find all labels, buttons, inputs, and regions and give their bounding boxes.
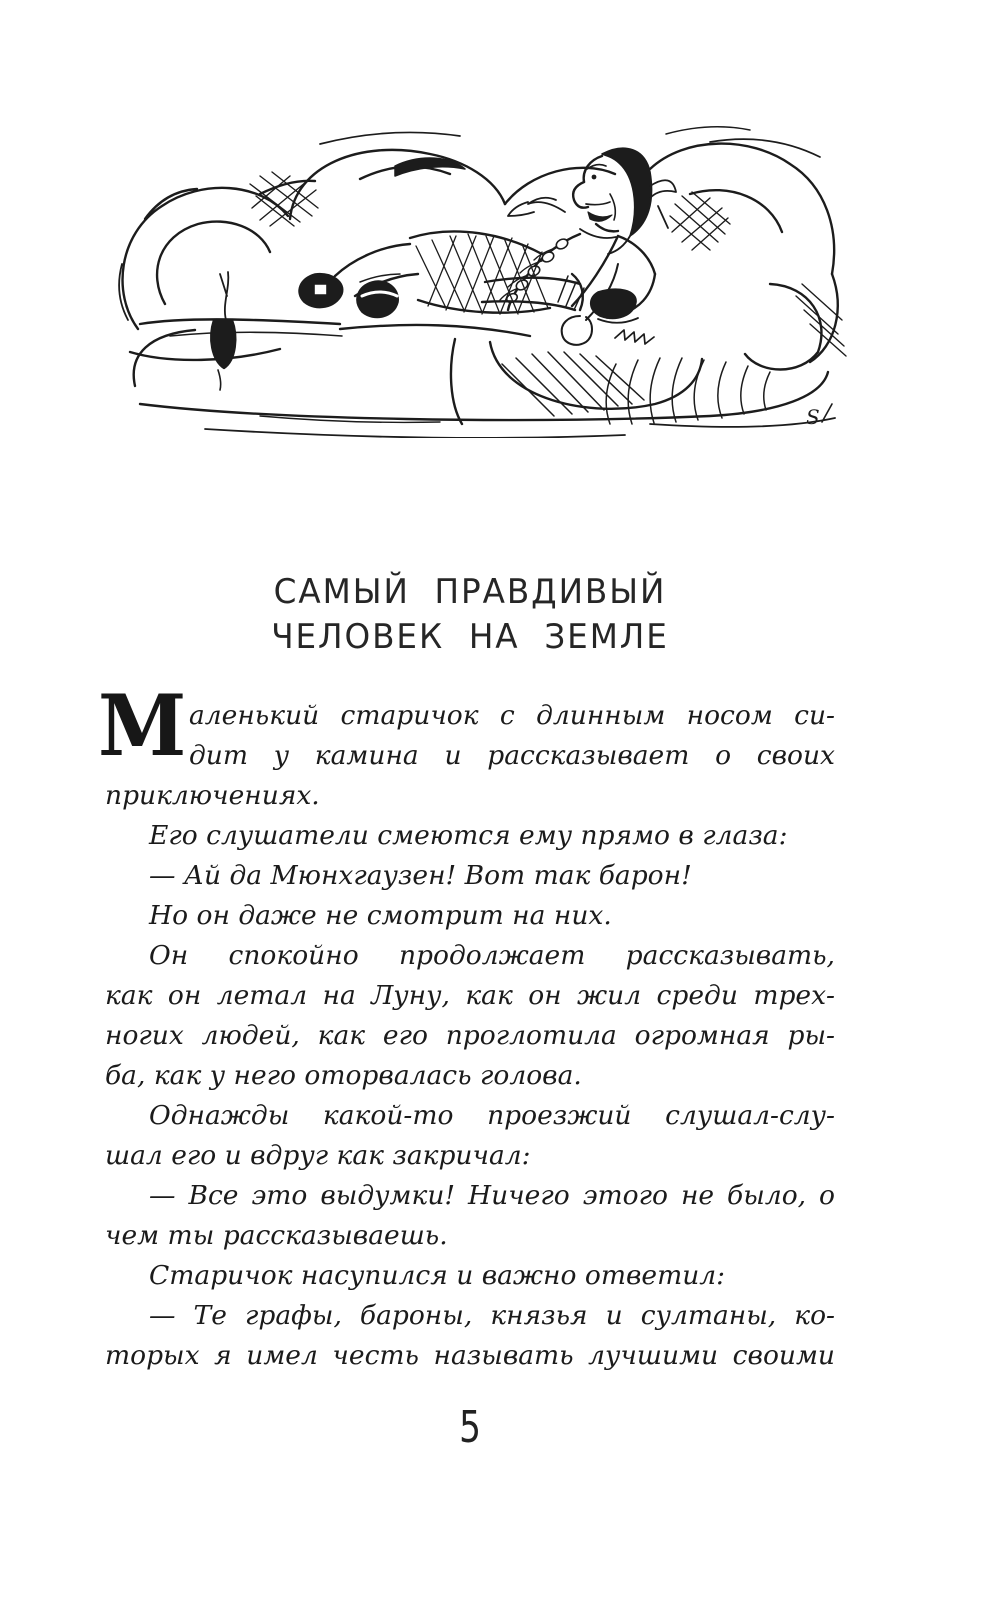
body-text bbox=[105, 696, 835, 1376]
body-line: — Все это выдумки! Ничего этого не было, о bbox=[149, 1180, 835, 1211]
chapter-title bbox=[120, 570, 821, 660]
page-number bbox=[105, 1402, 835, 1453]
body-line: приключениях. bbox=[105, 780, 320, 811]
chapter-title-line-1: САМЫЙ ПРАВДИВЫЙ bbox=[273, 572, 667, 612]
body-line: Его слушатели смеются ему прямо в глаза: bbox=[149, 820, 788, 851]
body-line: Но он даже не смотрит на них. bbox=[149, 900, 612, 931]
body-line: аленький старичок с длинным носом си- bbox=[189, 700, 835, 731]
body-line: чем ты рассказываешь. bbox=[105, 1220, 448, 1251]
chapter-title-line-2: ЧЕЛОВЕК НА ЗЕМЛЕ bbox=[271, 617, 669, 657]
body-line: ногих людей, как его проглотила огромная ры- bbox=[105, 1020, 835, 1051]
chapter-illustration bbox=[110, 124, 858, 438]
engraver-signature: S bbox=[806, 405, 820, 429]
body-line: ба, как у него оторвалась голова. bbox=[105, 1060, 582, 1091]
page-number-value: 5 bbox=[459, 1402, 481, 1453]
body-line: — Те графы, бароны, князья и султаны, ко- bbox=[149, 1300, 835, 1331]
body-line: — Ай да Мюнхгаузен! Вот так барон! bbox=[149, 860, 692, 891]
munchausen-on-pillows-drawing bbox=[110, 124, 858, 438]
body-line: Старичок насупился и важно ответил: bbox=[149, 1260, 726, 1291]
body-line: как он летал на Луну, как он жил среди трех- bbox=[105, 980, 835, 1011]
body-line: торых я имел честь называть лучшими своими bbox=[105, 1340, 835, 1371]
body-line: Он спокойно продолжает рассказывать, bbox=[149, 940, 835, 971]
drop-cap: М bbox=[98, 676, 187, 775]
body-line: шал его и вдруг как закричал: bbox=[105, 1140, 531, 1171]
body-line: Однажды какой-то проезжий слушал-слу- bbox=[149, 1100, 835, 1131]
body-line: дит у камина и рассказывает о своих bbox=[189, 740, 835, 771]
